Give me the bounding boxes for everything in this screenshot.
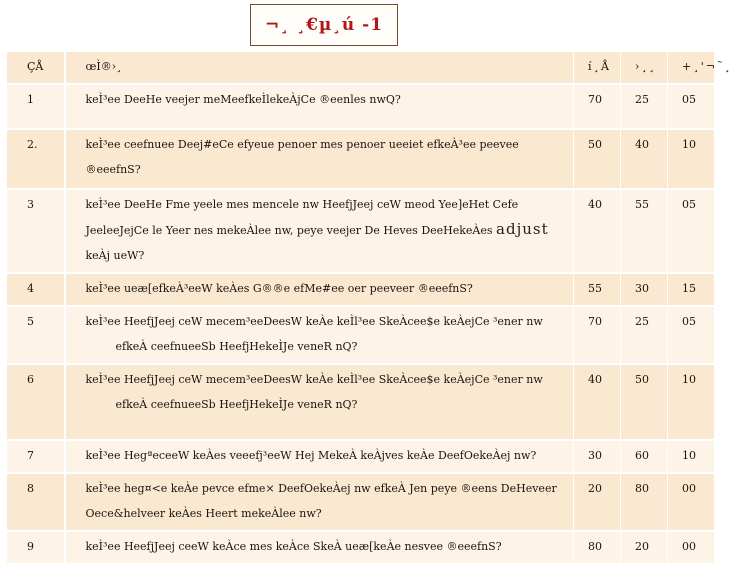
table-row	[7, 273, 715, 306]
row-value-3: 05	[668, 306, 715, 364]
row-question	[65, 364, 574, 440]
row-value-1: 20	[574, 473, 621, 531]
adjust-word: adjust	[496, 220, 549, 238]
row-value-1: 30	[574, 440, 621, 473]
row-serial: 4	[7, 273, 65, 306]
row-value-3: 15	[668, 273, 715, 306]
page-title: ¬¸ ¸€µ¸ú -1	[264, 15, 384, 35]
row-value-3: 05	[668, 84, 715, 129]
header-col3: +¸'¬˜¸	[668, 51, 715, 84]
row-value-2: 25	[621, 306, 668, 364]
row-value-2: 55	[621, 189, 668, 273]
row-value-2: 50	[621, 364, 668, 440]
header-serial: ÇÅ	[7, 51, 65, 84]
question-line: keÌ³ee HeefjJeej ceW mecem³eeDeesW keÀe keÌl³ee SkeÀcee$e keÀejCe ³ener nw	[85, 373, 543, 386]
question-line: keÌ³ee ceefnuee Deej#eCe efyeue penoer mes penoer ueeiet efkeÀ³ee peevee	[85, 138, 519, 151]
row-value-3: 10	[668, 364, 715, 440]
row-value-2: 60	[621, 440, 668, 473]
survey-table	[6, 50, 732, 565]
question-line: keÀj ueW?	[85, 249, 145, 262]
row-question	[65, 440, 574, 473]
header-col2: ›¸¸	[621, 51, 668, 84]
question-line: keÌ³ee DeeHe Fme yeele mes mencele nw HeefjJeej ceW meod Yee]eHet Cefe	[85, 198, 519, 211]
row-value-2: 25	[621, 84, 668, 129]
row-question	[65, 84, 574, 129]
row-value-1: 80	[574, 531, 621, 564]
row-value-1: 70	[574, 306, 621, 364]
row-value-2: 40	[621, 129, 668, 189]
table-row	[7, 440, 715, 473]
row-value-3: 00	[668, 473, 715, 531]
title-box	[250, 4, 398, 46]
question-line: keÌ³ee DeeHe veejer meMeefkeÌlekeÀjCe ®eenles nwQ?	[85, 93, 401, 106]
row-question	[65, 273, 574, 306]
row-value-1: 50	[574, 129, 621, 189]
question-line: keÌ³ee HeefjJeej ceeW keÀce mes keÀce SkeÀ ueæ[keÀe nesvee ®eeefnS?	[85, 540, 502, 553]
row-value-1: 40	[574, 189, 621, 273]
row-serial: 5	[7, 306, 65, 364]
row-serial: 7	[7, 440, 65, 473]
question-line: keÌ³ee HegªeceeW keÀes veeefj³eeW Hej MekeÀ keÀjves keÀe DeefOekeÀej nw?	[85, 449, 537, 462]
row-serial: 3	[7, 189, 65, 273]
row-value-1: 55	[574, 273, 621, 306]
row-value-3: 05	[668, 189, 715, 273]
question-line: efkeÀ ceefnueeSb HeefjHekeÌJe veneR nQ?	[115, 340, 358, 353]
row-value-2: 80	[621, 473, 668, 531]
question-line: ®eeefnS?	[85, 163, 141, 176]
question-line: Oece&helveer keÀes Heert mekeÀlee nw?	[85, 507, 322, 520]
survey-table-container	[6, 50, 732, 553]
table-row	[7, 531, 715, 564]
question-line: JeeleeJejCe le Yeer nes mekeÀlee nw, peye veejer De Heves DeeHekeÀes	[85, 224, 493, 237]
row-serial: 9	[7, 531, 65, 564]
question-line: keÌ³ee ueæ[efkeÀ³eeW keÀes G®®e efMe#ee oer peeveer ®eeefnS?	[85, 282, 473, 295]
table-row	[7, 189, 715, 273]
header-col1: í¸Å	[574, 51, 621, 84]
row-question	[65, 129, 574, 189]
row-value-3: 10	[668, 440, 715, 473]
row-serial: 6	[7, 364, 65, 440]
row-value-2: 20	[621, 531, 668, 564]
question-line: keÌ³ee HeefjJeej ceW mecem³eeDeesW keÀe keÌl³ee SkeÀcee$e keÀejCe ³ener nw	[85, 315, 543, 328]
question-line: efkeÀ ceefnueeSb HeefjHekeÌJe veneR nQ?	[115, 398, 358, 411]
table-row	[7, 473, 715, 531]
row-question	[65, 189, 574, 273]
row-value-3: 00	[668, 531, 715, 564]
table-row	[7, 84, 715, 129]
row-value-3: 10	[668, 129, 715, 189]
table-header-row	[7, 51, 715, 84]
question-line: keÌ³ee heg¤<e keÀe pevce efme× DeefOekeÀej nw efkeÀ Jen peye ®eens DeHeveer	[85, 482, 557, 495]
table-row	[7, 306, 715, 364]
row-value-1: 40	[574, 364, 621, 440]
row-question	[65, 306, 574, 364]
row-question	[65, 531, 574, 564]
row-serial: 1	[7, 84, 65, 129]
row-value-2: 30	[621, 273, 668, 306]
row-serial: 2.	[7, 129, 65, 189]
row-serial: 8	[7, 473, 65, 531]
table-row	[7, 364, 715, 440]
table-row	[7, 129, 715, 189]
header-question: œÌ®›¸	[65, 51, 574, 84]
row-question	[65, 473, 574, 531]
row-value-1: 70	[574, 84, 621, 129]
